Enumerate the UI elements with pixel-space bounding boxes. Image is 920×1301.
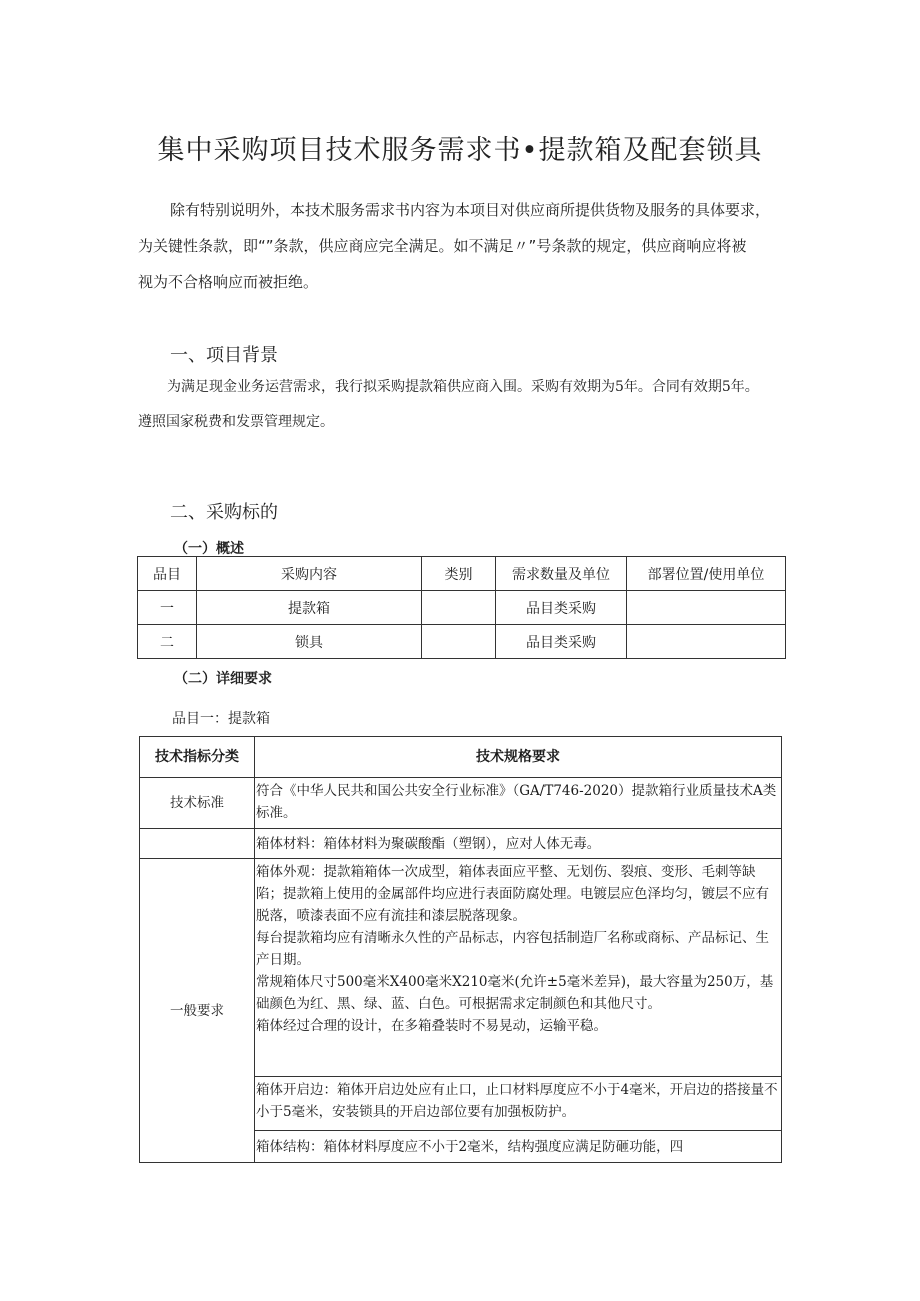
spec-cell: 箱体结构：箱体材料厚度应不小于2毫米，结构强度应满足防砸功能，四 [255, 1131, 782, 1163]
overview-header-row [138, 557, 786, 591]
table-row [140, 829, 782, 859]
background-line-1: 为满足现金业务运营需求，我行拟采购提款箱供应商入围。采购有效期为5年。合同有效期5年。 [167, 379, 759, 395]
overview-header-cell: 需求数量及单位 [496, 557, 627, 591]
table-row [140, 778, 782, 829]
subheading-details: （二）详细要求 [174, 671, 272, 687]
item-heading: 品目一：提款箱 [172, 711, 270, 727]
intro-line-2: 为关键性条款，即“”条款，供应商应完全满足。如不满足〃”号条款的规定，供应商响应将被 [138, 237, 747, 255]
table-cell: 一 [138, 591, 197, 625]
intro-line-1: 除有特别说明外，本技术服务需求书内容为本项目对供应商所提供货物及服务的具体要求， [170, 201, 771, 219]
table-cell: 品目类采购 [496, 591, 627, 625]
table-cell [422, 625, 496, 659]
spec-cell [255, 859, 782, 1077]
overview-header-cell: 部署位置/使用单位 [627, 557, 786, 591]
overview-table [137, 556, 786, 659]
header-spec: 技术规格要求 [255, 737, 782, 778]
spec-cell: 箱体材料：箱体材料为聚碳酸酯（塑钢），应对人体无毒。 [255, 829, 782, 859]
table-cell: 锁具 [197, 625, 422, 659]
spec-paragraph: 箱体经过合理的设计，在多箱叠装时不易晃动，运输平稳。 [256, 1018, 607, 1034]
background-paragraph [138, 370, 807, 440]
header-category: 技术指标分类 [140, 737, 255, 778]
spec-paragraph: 每台提款箱均应有清晰永久性的产品标志，内容包括制造厂名称或商标、产品标记、生产日期。 [256, 930, 769, 968]
table-row [138, 625, 786, 659]
background-line-2: 遵照国家税费和发票管理规定。 [138, 414, 334, 430]
table-cell [627, 625, 786, 659]
subheading-overview: （一）概述 [174, 541, 244, 557]
table-cell [627, 591, 786, 625]
spec-cell: 箱体开启边：箱体开启边处应有止口，止口材料厚度应不小于4毫米，开启边的搭接量不小于5毫米，安装锁具的开启边部位要有加强板防护。 [255, 1077, 782, 1131]
overview-header-cell: 类别 [422, 557, 496, 591]
table-cell: 二 [138, 625, 197, 659]
requirements-table [139, 736, 782, 1163]
spec-paragraph: 常规箱体尺寸500毫米X400毫米X210毫米(允许±5毫米差异)，最大容量为250万，基础颜色为红、黑、绿、蓝、白色。可根据需求定制颜色和其他尺寸。 [256, 974, 774, 1012]
intro-line-3: 视为不合格响应而被拒绝。 [138, 273, 319, 291]
table-row [138, 591, 786, 625]
requirements-header-row [140, 737, 782, 778]
spec-paragraph: 箱体外观：提款箱箱体一次成型，箱体表面应平整、无划伤、裂痕、变形、毛刺等缺陷；提款箱上使用的金属部件均应进行表面防腐处理。电镀层应色泽均匀，镀层不应有脱落，喷漆表面不应有流挂和漆层脱落现象。 [256, 864, 769, 924]
table-row [140, 859, 782, 1077]
intro-paragraph [138, 192, 803, 300]
document-title: 集中采购项目技术服务需求书•提款箱及配套锁具 [157, 135, 763, 166]
section-heading-background: 一、项目背景 [170, 345, 278, 366]
category-cell: 一般要求 [140, 859, 255, 1163]
overview-header-cell: 采购内容 [197, 557, 422, 591]
category-cell: 技术标准 [140, 778, 255, 829]
table-cell: 品目类采购 [496, 625, 627, 659]
category-cell [140, 829, 255, 859]
overview-header-cell: 品目 [138, 557, 197, 591]
table-cell: 提款箱 [197, 591, 422, 625]
spec-cell: 符合《中华人民共和国公共安全行业标准》（GA/T746-2020）提款箱行业质量技术A类标准。 [255, 778, 782, 829]
section-heading-procurement: 二、采购标的 [170, 502, 278, 523]
table-cell [422, 591, 496, 625]
